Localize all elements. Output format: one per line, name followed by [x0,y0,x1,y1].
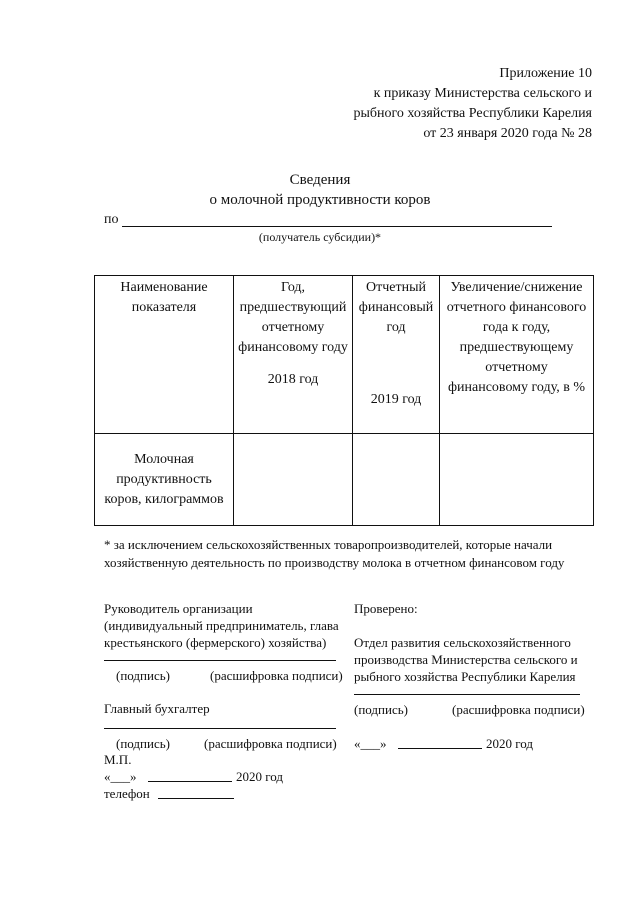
dept-signature-line[interactable] [354,694,580,695]
row-label-cell [95,434,234,526]
right-date-open: «___» [354,736,387,751]
accountant-title: Главный бухгалтер [104,701,210,716]
accountant-decode-caption: (расшифровка подписи) [204,736,337,751]
head-sign-caption: (подпись) [116,668,170,683]
cell-previous-year[interactable] [234,434,353,526]
header-indicator [95,276,234,434]
header-previous-year [234,276,353,434]
right-date-year: 2020 год [486,736,533,751]
head-note-2: крестьянского (фермерского) хозяйства) [104,635,327,650]
header-change-percent-label: Увеличение/снижение отчетного финансового года к году, предшествующему отчетному финансовому году, в % [446,280,587,395]
table-header-row [95,276,594,434]
dept-line-3: рыбного хозяйства Республики Карелия [354,669,576,684]
phone-field-line[interactable] [158,798,234,799]
accountant-signature-line[interactable] [104,728,336,729]
header-indicator-label: Наименование показателя [120,280,208,315]
appendix-header [353,64,592,144]
appendix-order-line: к приказу Министерства сельского и [373,86,592,101]
header-change-percent [440,276,594,434]
checked-label: Проверено: [354,601,418,616]
header-previous-year-label: Год, предшествующий отчетному финансовому году [238,280,348,355]
productivity-table [94,275,594,526]
appendix-ministry-line: рыбного хозяйства Республики Карелия [353,106,592,121]
appendix-number: Приложение 10 [499,66,592,81]
cell-change-percent[interactable] [440,434,594,526]
recipient-caption: (получатель субсидии)* [258,230,382,244]
dept-line-1: Отдел развития сельскохозяйственного [354,635,571,650]
head-note-1: (индивидуальный предприниматель, глава [104,618,339,633]
phone-label: телефон [104,786,150,801]
row-label: Молочная продуктивность коров, килограммов [104,451,224,507]
head-decode-caption: (расшифровка подписи) [210,668,343,683]
header-report-year-value: 2019 год [370,392,422,407]
accountant-sign-caption: (подпись) [116,736,170,751]
stamp-placeholder: М.П. [104,752,132,767]
right-date-line[interactable] [398,748,482,749]
left-date-line[interactable] [148,781,232,782]
dept-decode-caption: (расшифровка подписи) [452,702,585,717]
dept-sign-caption: (подпись) [354,702,408,717]
appendix-date-line: от 23 января 2020 года № 28 [423,126,592,141]
left-date-open: «___» [104,769,137,784]
head-title: Руководитель организации [104,601,253,616]
header-previous-year-value: 2018 год [267,372,319,387]
table-data-row [95,434,594,526]
recipient-prefix: по [104,212,119,227]
footnote: * за исключением сельскохозяйственных товаропроизводителей, которые начали хозяйственную деятельность по производству молока в отчетном финансовом году [104,537,565,570]
left-date-year: 2020 год [236,769,283,784]
cell-report-year[interactable] [353,434,440,526]
header-report-year-label: Отчетный финансовый год [358,280,434,335]
document-title: Сведения [289,172,351,188]
dept-line-2: производства Министерства сельского и [354,652,578,667]
document-subtitle: о молочной продуктивности коров [209,192,431,208]
head-signature-line[interactable] [104,660,336,661]
header-report-year [353,276,440,434]
recipient-field-line[interactable] [122,226,552,227]
